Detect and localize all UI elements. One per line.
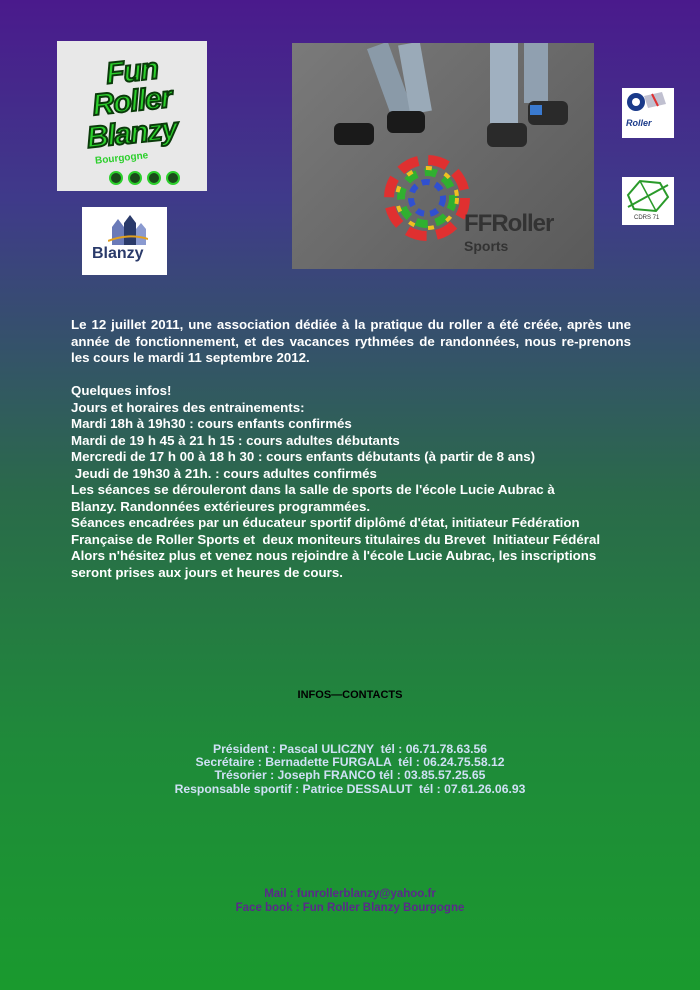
infos-line: Alors n'hésitez plus et venez nous rejoindre à l'école Lucie Aubrac, les inscriptions bbox=[71, 548, 597, 563]
ffroller-sports: Sports bbox=[464, 238, 509, 254]
contacts-list bbox=[0, 743, 700, 796]
infos-line: seront prises aux jours et heures de cours. bbox=[71, 564, 343, 580]
cdrs71-logo bbox=[622, 177, 674, 225]
logo-word-blanzy: Blanzy bbox=[85, 112, 179, 155]
infos-line: Mardi 18h à 19h30 : cours enfants confirmés bbox=[71, 416, 352, 431]
contact-secretaire: Secrétaire : Bernadette FURGALA tél : 06.24.75.58.12 bbox=[195, 755, 505, 770]
contacts-title: INFOS—CONTACTS bbox=[297, 689, 403, 701]
infos-line: Mardi de 19 h 45 à 21 h 15 : cours adultes débutants bbox=[71, 432, 400, 448]
contact-responsable: Responsable sportif : Patrice DESSALUT tél : 07.61.26.06.93 bbox=[174, 781, 526, 796]
wheels-icon bbox=[109, 171, 180, 185]
roller-wheel-icon bbox=[622, 88, 674, 118]
infos-line: Française de Roller Sports et deux moniteurs titulaires du Brevet Initiateur Fédéral bbox=[71, 531, 601, 547]
contact-president: Président : Pascal ULICZNY tél : 06.71.78.63.56 bbox=[212, 742, 488, 756]
infos-line: Mercredi de 17 h 00 à 18 h 30 : cours enfants débutants (à partir de 8 ans) bbox=[71, 449, 536, 464]
roller-federation-logo bbox=[622, 88, 674, 138]
infos-line: Séances encadrées par un éducateur sportif diplômé d'état, initiateur Fédération bbox=[71, 515, 580, 530]
blanzy-label: Blanzy bbox=[92, 245, 144, 262]
ffroller-brand: FFRoller bbox=[464, 210, 554, 237]
roller-photo bbox=[292, 43, 594, 269]
infos-line: Les séances se dérouleront dans la salle de sports de l'école Lucie Aubrac à bbox=[71, 482, 555, 497]
logo-word-roller: Roller bbox=[90, 80, 173, 123]
intro-paragraph: Le 12 juillet 2011, une association dédiée à la pratique du roller a été créée, après une année de fonctionnement, et des vacances rythmées de randonnées, nous re-prenons les cours le mardi 11 septembre 2012. bbox=[71, 317, 631, 365]
logo-word-fun: Fun bbox=[104, 52, 160, 91]
towers-icon bbox=[108, 215, 148, 245]
blanzy-town-logo bbox=[82, 207, 167, 275]
facebook-link[interactable]: Face book : Fun Roller Blanzy Bourgogne bbox=[235, 902, 465, 914]
infos-line: Quelques infos! bbox=[71, 383, 172, 398]
footer-contact bbox=[0, 887, 700, 915]
mail-link[interactable]: Mail : funrollerblanzy@yahoo.fr bbox=[264, 888, 436, 900]
infos-line: Blanzy. Randonnées extérieures programmées. bbox=[71, 498, 371, 514]
fun-roller-blanzy-logo bbox=[57, 41, 207, 191]
cdrs-label: CDRS 71 bbox=[634, 215, 660, 221]
infos-line: Jours et horaires des entrainements: bbox=[71, 399, 305, 415]
map-shape-icon bbox=[622, 177, 674, 215]
infos-block bbox=[71, 383, 631, 581]
roller-label: Roller bbox=[626, 118, 652, 128]
contact-tresorier: Trésorier : Joseph FRANCO tél : 03.85.57.25.65 bbox=[214, 768, 486, 783]
infos-line: Jeudi de 19h30 à 21h. : cours adultes confirmés bbox=[71, 465, 377, 481]
logo-sub-bourgogne: Bourgogne bbox=[94, 150, 149, 167]
